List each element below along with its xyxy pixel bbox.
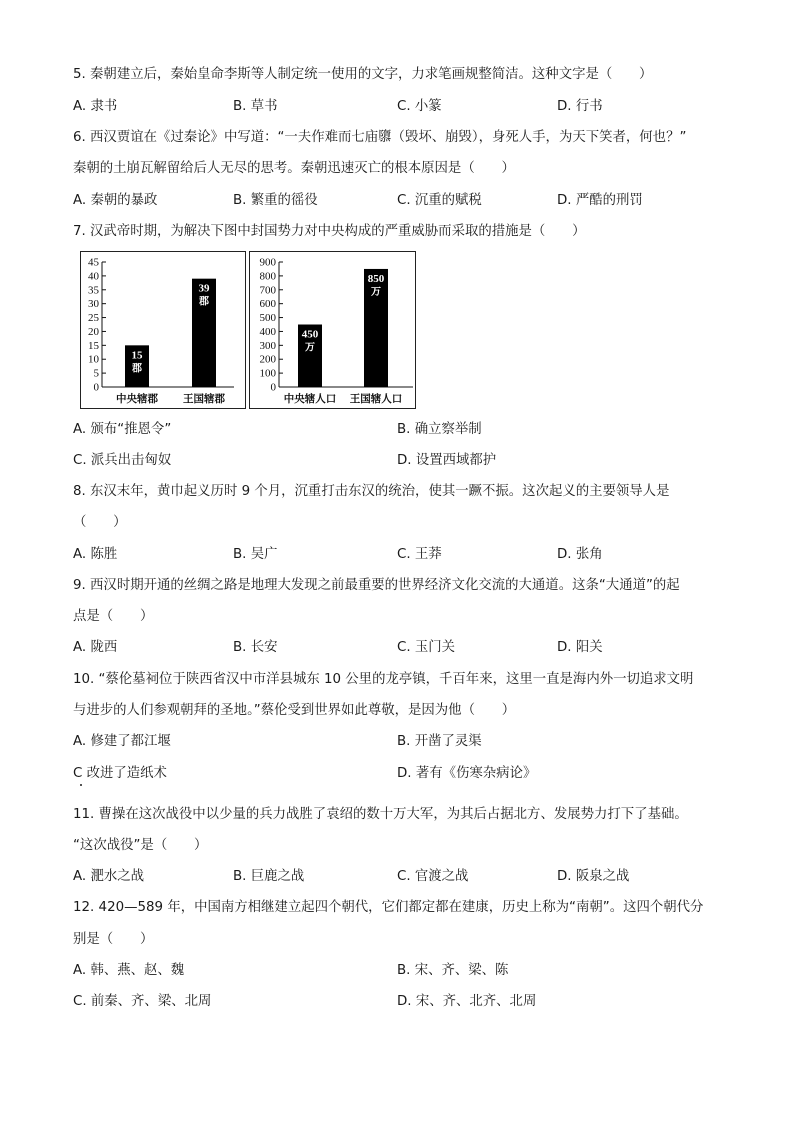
question-8-option-c: C. 王莽 [397, 547, 442, 562]
question-9-option-a: A. 陇西 [73, 640, 118, 655]
question-12-option-d: D. 宋、齐、北齐、北周 [397, 994, 537, 1009]
chart-1-y-tick-label-8: 40 [88, 270, 99, 283]
chart-1-bar-2-unit-label: 郡 [199, 296, 209, 308]
question-5-option-c: C. 小篆 [397, 99, 442, 114]
question-6-text-line-2: 秦朝的土崩瓦解留给后人无尽的思考。秦朝迅速灭亡的根本原因是（ ） [73, 161, 515, 176]
chart-1-y-tick-label-1: 5 [93, 367, 99, 380]
question-8-text-line-2: （ ） [73, 515, 127, 530]
chart-2-y-tick-label-7: 700 [259, 284, 276, 297]
question-9-option-d: D. 阳关 [557, 640, 603, 655]
chart-2-y-tick-label-0: 0 [270, 381, 276, 394]
question-7-option-c: C. 派兵出击匈奴 [73, 453, 172, 468]
question-7-option-b: B. 确立察举制 [397, 422, 482, 437]
chart-2-y-tick-label-6: 600 [259, 298, 276, 311]
chart-2-category-label-2: 王国辖人口 [349, 393, 403, 405]
question-9-option-c: C. 玉门关 [397, 640, 456, 655]
question-11-option-d: D. 阪泉之战 [557, 869, 630, 884]
chart-1-y-tick-label-3: 15 [88, 339, 99, 352]
question-9-option-b: B. 长安 [233, 640, 278, 655]
question-5-text: 5. 秦朝建立后，秦始皇命李斯等人制定统一使用的文字，力求笔画规整简洁。这种文字是（ ） [73, 67, 653, 82]
question-11-option-a: A. 淝水之战 [73, 869, 144, 884]
chart-2-y-tick-label-1: 100 [259, 367, 276, 380]
chart-1-category-label-1: 中央辖郡 [116, 393, 158, 405]
question-7-option-a: A. 颁布“推恩令” [73, 422, 172, 437]
question-10-option-d: D. 著有《伤寒杂病论》 [397, 766, 537, 781]
chart-2-y-tick-label-9: 900 [259, 256, 276, 269]
question-10-option-b: B. 开凿了灵渠 [397, 734, 482, 749]
chart-2-y-tick-label-4: 400 [259, 325, 276, 338]
chart-1-bar-1-unit-label: 郡 [132, 363, 142, 375]
chart-2-bar-1-value-label: 450 [301, 328, 319, 341]
question-8-text-line-1: 8. 东汉末年，黄巾起义历时 9 个月，沉重打击东汉的统治，使其一蹶不振。这次起义的主要领导人是 [73, 484, 670, 499]
chart-1-bar-2 [192, 279, 216, 387]
question-12-option-b: B. 宋、齐、梁、陈 [397, 963, 509, 978]
question-10-option-a: A. 修建了都江堰 [73, 734, 171, 749]
question-6-option-a: A. 秦朝的暴政 [73, 193, 158, 208]
question-5-option-d: D. 行书 [557, 99, 603, 114]
bar-charts [80, 251, 416, 409]
chart-1-y-tick-label-7: 35 [88, 284, 99, 297]
question-9-text-line-1: 9. 西汉时期开通的丝绸之路是地理大发现之前最重要的世界经济文化交流的大通道。这条“大通道”的起 [73, 578, 680, 593]
chart-2-y-tick-label-3: 300 [259, 339, 276, 352]
chart-2-y-tick-label-8: 800 [259, 270, 276, 283]
chart-1-y-tick-label-5: 25 [88, 312, 99, 325]
question-8-option-a: A. 陈胜 [73, 547, 118, 562]
chart-1-category-label-2: 王国辖郡 [183, 393, 225, 405]
question-12-text-line-2: 别是（ ） [73, 932, 154, 947]
chart-2-bar-2-unit-label: 万 [371, 286, 381, 298]
question-5-option-b: B. 草书 [233, 99, 278, 114]
chart-2-bar-1-unit-label: 万 [305, 342, 315, 354]
chart-1-y-tick-label-2: 10 [88, 353, 99, 366]
question-7-option-d: D. 设置西域都护 [397, 453, 497, 468]
chart-1-y-tick-label-6: 30 [88, 298, 99, 311]
question-12-option-a: A. 韩、燕、赵、魏 [73, 963, 185, 978]
question-6-option-d: D. 严酷的刑罚 [557, 193, 643, 208]
chart-1-bar-1-value-label: 15 [131, 349, 143, 362]
question-10-text-line-1: 10. “蔡伦墓祠位于陕西省汉中市洋县城东 10 公里的龙亭镇，千百年来，这里一直是海内外一切追求文明 [73, 672, 694, 687]
question-10-option-c: C 改进了造纸术 [73, 766, 167, 781]
chart-2-population [260, 257, 414, 406]
chart-1-frame [81, 252, 246, 409]
chart-2-category-label-1: 中央辖人口 [283, 393, 337, 405]
question-7-chart-figure [80, 251, 416, 409]
chart-2-y-tick-label-2: 200 [259, 353, 276, 366]
question-11-option-b: B. 巨鹿之战 [233, 869, 305, 884]
chart-1-y-tick-label-4: 20 [88, 325, 99, 338]
chart-2-y-tick-label-5: 500 [259, 312, 276, 325]
question-8-option-b: B. 吴广 [233, 547, 278, 562]
question-5-option-a: A. 隶书 [73, 99, 118, 114]
question-9-text-line-2: 点是（ ） [73, 609, 154, 624]
question-11-text-line-2: “这次战役”是（ ） [73, 838, 208, 853]
chart-2-bar-2-value-label: 850 [367, 272, 385, 285]
question-11-option-c: C. 官渡之战 [397, 869, 469, 884]
chart-1-bar-2-value-label: 39 [198, 282, 210, 295]
question-6-option-c: C. 沉重的赋税 [397, 193, 482, 208]
stray-dot-mark [80, 784, 82, 786]
question-12-option-c: C. 前秦、齐、梁、北周 [73, 994, 212, 1009]
question-10-text-line-2: 与进步的人们参观朝拜的圣地。”蔡伦受到世界如此尊敬，是因为他（ ） [73, 703, 516, 718]
question-12-text-line-1: 12. 420—589 年，中国南方相继建立起四个朝代，它们都定都在建康，历史上称为“南朝”。这四个朝代分 [73, 900, 704, 915]
question-11-text-line-1: 11. 曹操在这次战役中以少量的兵力战胜了袁绍的数十万大军，为其后占据北方、发展势力打下了基础。 [73, 807, 688, 822]
chart-1-prefecture-count [88, 257, 234, 406]
chart-1-y-tick-label-9: 45 [88, 256, 99, 269]
question-8-option-d: D. 张角 [557, 547, 603, 562]
question-6-option-b: B. 繁重的徭役 [233, 193, 318, 208]
chart-1-y-tick-label-0: 0 [93, 381, 99, 394]
question-6-text-line-1: 6. 西汉贾谊在《过秦论》中写道：“一夫作难而七庙隳（毁坏、崩毁），身死人手，为天下笑者，何也？” [73, 130, 687, 145]
question-7-text: 7. 汉武帝时期，为解决下图中封国势力对中央构成的严重威胁而采取的措施是（ ） [73, 224, 586, 239]
